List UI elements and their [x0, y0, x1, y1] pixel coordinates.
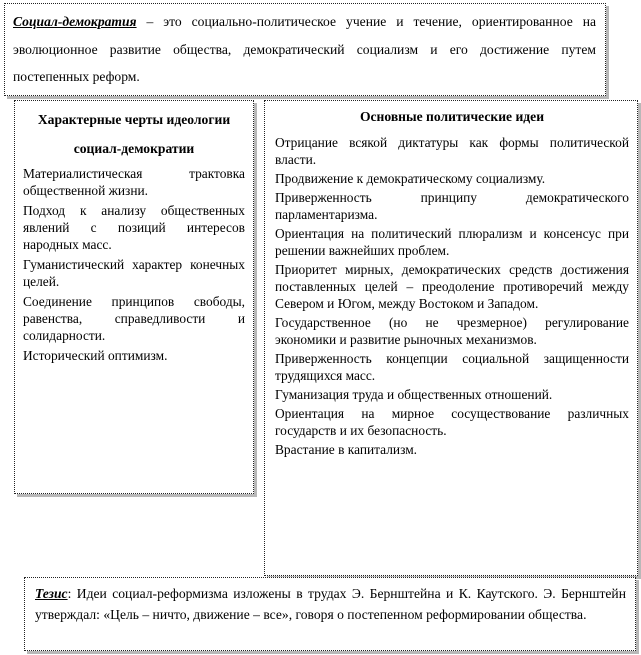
- ideas-list: [275, 134, 629, 458]
- idea-item: Ориентация на мирное сосуществование различных государств и их безопасность.: [275, 406, 629, 438]
- idea-item: Отрицание всякой диктатуры как формы политической власти.: [275, 135, 629, 167]
- definition-term: Социал-демократия: [13, 14, 137, 29]
- idea-item: Государственное (но не чрезмерное) регулирование экономики и развитие рыночных механизмов.: [275, 315, 629, 347]
- ideas-box: [264, 100, 638, 576]
- idea-item: Врастание в капитализм.: [275, 442, 418, 457]
- idea-item: Приоритет мирных, демократических средств достижения поставленных целей – преодоление противоречий между Севером и Югом, между Востоком и Западом.: [275, 262, 629, 311]
- feature-item: Исторический оптимизм.: [23, 348, 168, 363]
- ideas-title: Основные политические идеи: [359, 109, 545, 124]
- definition-box: [4, 3, 606, 96]
- definition-text: [13, 8, 596, 91]
- idea-item: Приверженность концепции социальной защищенности трудящихся масс.: [275, 351, 629, 383]
- features-list: [23, 165, 245, 364]
- feature-item: Материалистическая трактовка общественной жизни.: [23, 166, 245, 198]
- feature-item: Гуманистический характер конечных целей.: [23, 257, 245, 289]
- idea-item: Ориентация на политический плюрализм и консенсус при решении важнейших проблем.: [275, 226, 629, 258]
- idea-item: Продвижение к демократическому социализму.: [275, 171, 546, 186]
- features-box: [14, 100, 254, 494]
- feature-item: Подход к анализу общественных явлений с позиций интересов народных масс.: [23, 203, 245, 252]
- feature-item: Соединение принципов свободы, равенства, справедливости и солидарности.: [23, 294, 245, 343]
- idea-item: Приверженность принципу демократического парламентаризма.: [275, 190, 629, 222]
- thesis-box: [24, 577, 636, 651]
- thesis-label: Тезис: [35, 586, 68, 601]
- definition-body: – это социально-политическое учение и течение, ориентированное на эволюционное развитие общества, демократический социализм и его достижение путем постепенных реформ.: [13, 14, 596, 84]
- thesis-text: [35, 584, 626, 625]
- idea-item: Гуманизация труда и общественных отношений.: [275, 387, 553, 402]
- thesis-body: : Идеи социал-реформизма изложены в трудах Э. Бернштейна и К. Каутского. Э. Бернштейн утверждал: «Цель – ничто, движение – все», говоря о постепенном реформировании общества.: [35, 586, 626, 622]
- features-title: Характерные черты идеологии социал-демократии: [37, 112, 231, 156]
